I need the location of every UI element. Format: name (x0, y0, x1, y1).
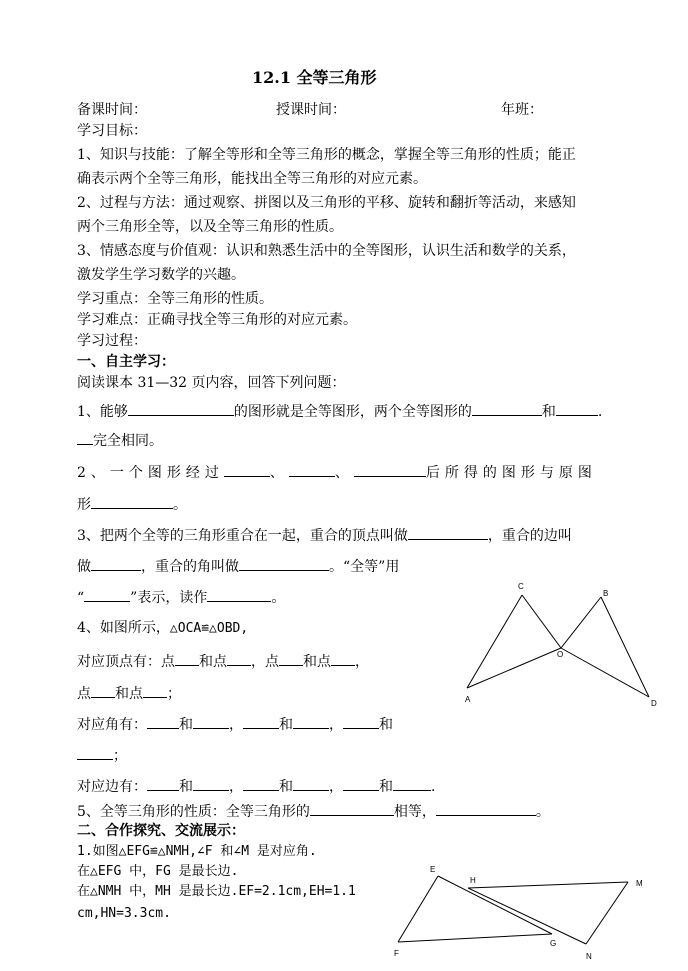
segment-hm (468, 882, 628, 888)
question-1-line-2: 完全相同。 (77, 430, 163, 450)
q1-blank-2[interactable] (472, 401, 542, 416)
vertex-blank-5[interactable] (91, 683, 115, 698)
label-f: F (394, 949, 399, 958)
vertex-line-2: 点 和点 ； (77, 683, 181, 703)
label-h: H (470, 876, 476, 885)
angle-blank-6[interactable] (77, 745, 113, 760)
prep-time-label: 备课时间： (77, 102, 147, 118)
process-heading: 学习过程： (77, 333, 147, 349)
question-2-line-1: 2、一个图形经过 、 、 后所得的图形与原图 (77, 462, 597, 482)
segment-bd (601, 597, 649, 697)
section-2-para-2: 在△EFG 中，FG 是最长边. (77, 864, 239, 879)
vertex-blank-4[interactable] (331, 651, 355, 666)
section-2-para-3: 在△NMH 中，MH 是最长边.EF=2.1cm,EH=1.1 (77, 884, 356, 899)
label-m: M (636, 879, 643, 888)
section-2-heading: 二、合作探究、交流展示： (77, 823, 245, 839)
label-e: E (430, 865, 436, 874)
question-4-line-1: 4、如图所示，△OCA≌△OBD, (77, 620, 249, 636)
key-point: 学习重点：全等三角形的性质。 (77, 291, 273, 307)
segment-ac (467, 595, 522, 688)
segment-mn (586, 882, 628, 944)
label-o: O (557, 650, 564, 659)
section-1-intro: 阅读课本 31—32 页内容，回答下列问题： (77, 375, 346, 391)
q2-blank-4[interactable] (91, 494, 173, 509)
q3-blank-2[interactable] (91, 556, 141, 571)
q3-blank-4[interactable] (84, 587, 130, 602)
question-5: 5、全等三角形的性质：全等三角形的 相等， 。 (77, 801, 550, 821)
angle-blank-1[interactable] (147, 714, 179, 729)
difficult-point: 学习难点：正确寻找全等三角形的对应元素。 (77, 312, 357, 328)
segment-co (522, 595, 561, 648)
q3-blank-3[interactable] (239, 556, 329, 571)
side-blank-2[interactable] (193, 776, 229, 791)
angle-line-2: ； (77, 745, 127, 765)
label-d: D (651, 699, 657, 708)
vertex-blank-6[interactable] (143, 683, 167, 698)
q3-blank-5[interactable] (207, 587, 271, 602)
label-n: N (586, 952, 592, 961)
angle-blank-2[interactable] (193, 714, 229, 729)
goal-3-line-1: 3、情感态度与价值观：认识和熟悉生活中的全等图形，认识生活和数学的关系， (77, 243, 576, 259)
angle-blank-5[interactable] (343, 714, 379, 729)
segment-od (561, 648, 649, 697)
class-label: 年班： (501, 102, 543, 118)
side-line: 对应边有： 和 ， 和 ， 和 . (77, 776, 435, 796)
q2-blank-1[interactable] (224, 462, 270, 477)
label-a: A (465, 695, 471, 704)
segment-ao (467, 648, 564, 688)
vertex-line-1: 对应顶点有：点 和点 ，点 和点 ， (77, 651, 369, 671)
triangle-figure-efg-nmh (390, 858, 660, 966)
angle-blank-4[interactable] (293, 714, 329, 729)
triangle-figure-oca-obd (455, 575, 670, 715)
section-2-para-4: cm,HN=3.3cm. (77, 906, 171, 921)
side-blank-5[interactable] (343, 776, 379, 791)
q5-blank-1[interactable] (310, 801, 394, 816)
goal-3-line-2: 激发学生学习数学的兴趣。 (77, 267, 245, 283)
angle-blank-3[interactable] (243, 714, 279, 729)
goals-heading: 学习目标： (77, 123, 147, 139)
teach-time-label: 授课时间： (276, 102, 346, 118)
side-blank-3[interactable] (243, 776, 279, 791)
question-3-line-1: 3、把两个全等的三角形重合在一起，重合的顶点叫做 ，重合的边叫 (77, 525, 572, 545)
q3-blank-1[interactable] (408, 525, 488, 540)
section-1-heading: 一、自主学习： (77, 354, 175, 370)
q5-blank-2[interactable] (436, 801, 536, 816)
segment-eg (438, 876, 552, 934)
page-title: 12.1 全等三角形 (252, 68, 377, 87)
vertex-blank-1[interactable] (175, 651, 199, 666)
side-blank-6[interactable] (393, 776, 431, 791)
question-2-line-2: 形 。 (77, 494, 187, 514)
goal-2-line-1: 2、过程与方法：通过观察、拼图以及三角形的平移、旋转和翻折等活动，来感知 (77, 195, 576, 211)
q2-blank-3[interactable] (354, 462, 426, 477)
goal-2-line-2: 两个三角形全等，以及全等三角形的性质。 (77, 219, 343, 235)
segment-fg (398, 934, 552, 942)
vertex-blank-2[interactable] (227, 651, 251, 666)
section-2-para-1: 1.如图△EFG≌△NMH,∠F 和∠M 是对应角. (77, 844, 317, 859)
question-1-line-1: 1、能够 的图形就是全等图形，两个全等图形的 和 . (77, 401, 602, 421)
segment-ef (398, 876, 438, 942)
q2-blank-2[interactable] (289, 462, 335, 477)
label-b: B (603, 589, 609, 598)
segment-ob (561, 597, 601, 648)
side-blank-1[interactable] (147, 776, 179, 791)
q1-blank-3[interactable] (556, 401, 598, 416)
vertex-blank-3[interactable] (279, 651, 303, 666)
goal-1-line-1: 1、知识与技能：了解全等形和全等三角形的概念，掌握全等三角形的性质；能正 (77, 147, 576, 163)
goal-1-line-2: 确表示两个全等三角形，能找出全等三角形的对应元素。 (77, 171, 427, 187)
q1-blank-4[interactable] (77, 430, 93, 445)
question-3-line-2: 做 ，重合的角叫做 。“全等”用 (77, 556, 399, 576)
label-c: C (518, 582, 524, 591)
side-blank-4[interactable] (293, 776, 329, 791)
angle-line-1: 对应角有： 和 ， 和 ， 和 (77, 714, 393, 734)
label-g: G (550, 939, 557, 948)
q1-blank-1[interactable] (128, 401, 234, 416)
question-3-line-3: “ ”表示，读作 。 (77, 587, 285, 607)
